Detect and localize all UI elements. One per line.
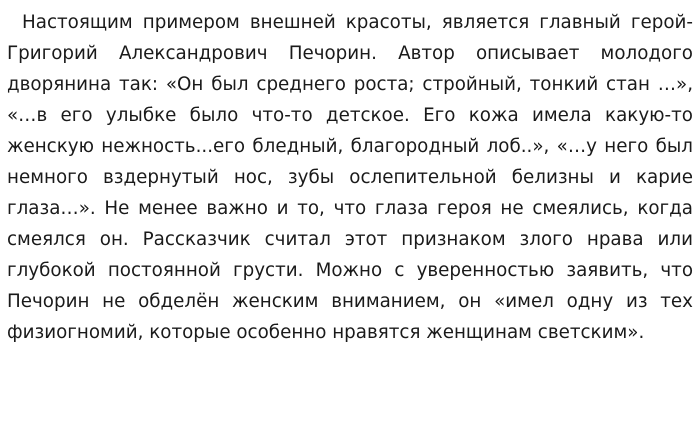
paragraph-line: «…в его улыбке было что-то детское. Его кожа имела какую-то bbox=[7, 105, 693, 126]
document-paragraph bbox=[7, 7, 693, 348]
paragraph-line: смеялся он. Рассказчик считал этот признаком злого нрава или bbox=[7, 229, 693, 250]
paragraph-line: женскую нежность...его бледный, благородный лоб..», «…у него был bbox=[7, 136, 693, 157]
paragraph-line: Печорин не обделён женским вниманием, он «имел одну из тех bbox=[7, 291, 693, 312]
paragraph-line: глаза…». Не менее важно и то, что глаза героя не смеялись, когда bbox=[7, 198, 693, 219]
paragraph-line: глубокой постоянной грусти. Можно с уверенностью заявить, что bbox=[7, 260, 693, 281]
paragraph-line: дворянина так: «Он был среднего роста; стройный, тонкий стан …», bbox=[7, 74, 693, 95]
paragraph-line: немного вздернутый нос, зубы ослепительной белизны и карие bbox=[7, 167, 693, 188]
paragraph-line: Настоящим примером внешней красоты, является главный герой- bbox=[22, 12, 693, 33]
paragraph-line: физиогномий, которые особенно нравятся женщинам светским». bbox=[7, 322, 645, 343]
paragraph-line: Григорий Александрович Печорин. Автор описывает молодого bbox=[7, 43, 693, 64]
